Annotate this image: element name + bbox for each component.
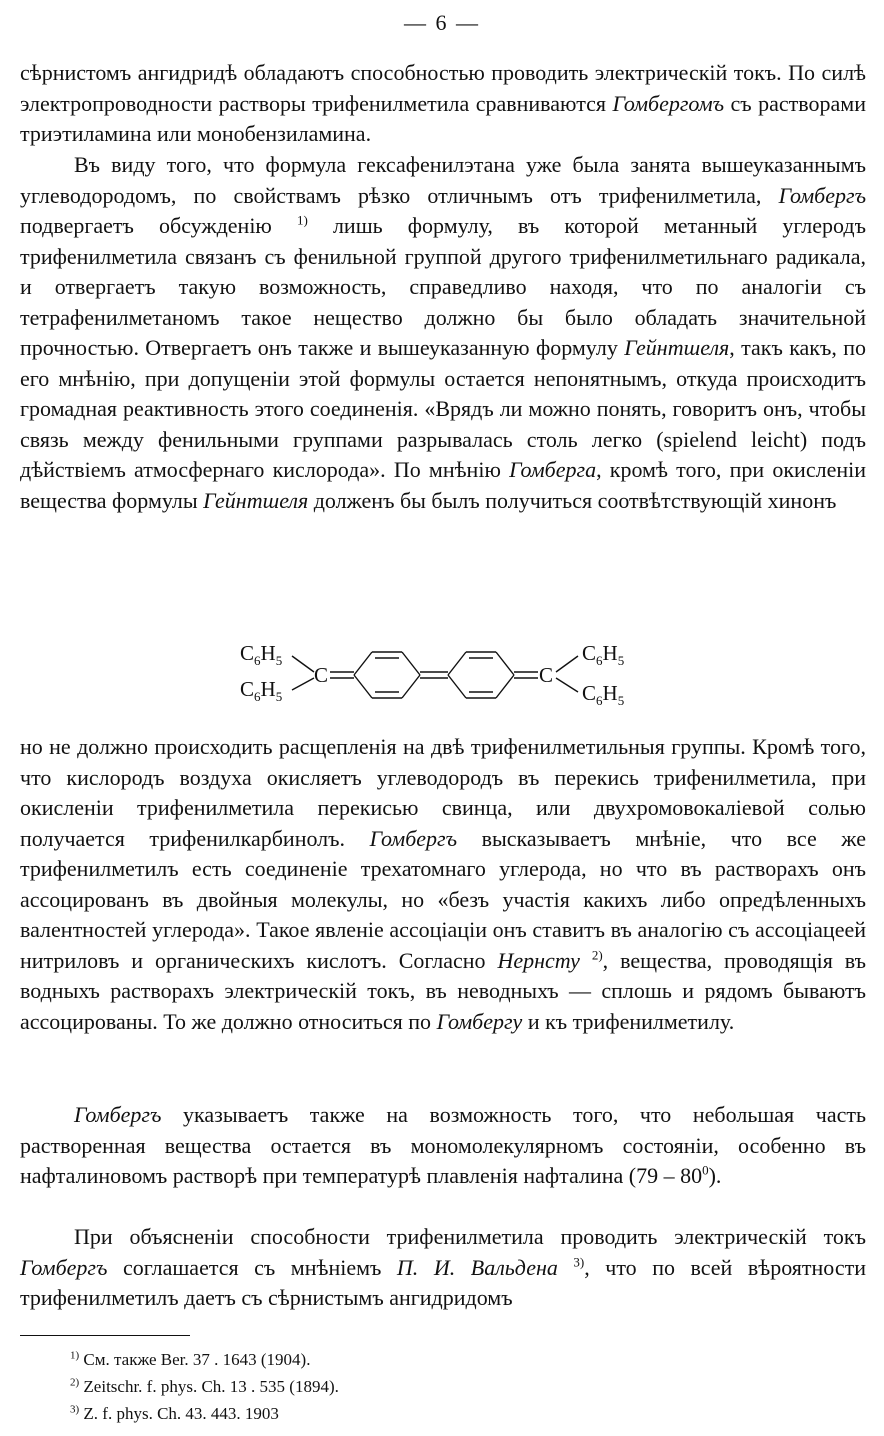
formula-substituent-right-bottom: $C_6H_5$ bbox=[582, 681, 625, 708]
text-run: высказываетъ мнѣніе, что все же трифенилметилъ есть соединеніе трехатомнаго углерода, но что въ растворахъ онъ ассоцированъ въ двойныя молекулы, но «безъ участія какихъ либо опредѣленныхъ валентностей углерода». Такое явленіе ассоціаціи онъ ставитъ въ аналогію съ ассоціацеей нитриловъ и органическихъ кислотъ. Согласно bbox=[20, 825, 866, 973]
footnote-separator bbox=[20, 1335, 190, 1336]
footnote-1 bbox=[70, 1346, 770, 1373]
text-run: и къ трифенилметилу. bbox=[522, 1008, 735, 1034]
formula-drawing bbox=[230, 632, 650, 712]
italic-name: Гомберга bbox=[509, 457, 597, 482]
text-run: , что по всей вѣроятности трифенилметилъ даетъ съ сѣрнистымъ ангидридомъ bbox=[20, 1254, 866, 1310]
text-run: соглашается съ мнѣніемъ bbox=[107, 1254, 397, 1280]
italic-name: Гомбергъ bbox=[74, 1102, 162, 1127]
page-number: — 6 — bbox=[404, 10, 480, 35]
italic-name: Гомбергомъ bbox=[612, 90, 725, 116]
footnote-2 bbox=[70, 1373, 770, 1400]
paragraph-5 bbox=[20, 1222, 866, 1314]
text-run: съ растворами триэтиламина или монобензиламина. bbox=[20, 90, 866, 146]
footnote-reference: 0 bbox=[702, 1162, 709, 1178]
footnote-mark: 1) bbox=[70, 1349, 80, 1362]
text-run bbox=[580, 948, 592, 973]
footnote-text: Zeitschr. f. phys. Ch. 13 . 535 (1894). bbox=[83, 1377, 339, 1396]
italic-name: П. И. Вальдена bbox=[396, 1254, 558, 1280]
footnote-text: См. также Ber. 37 . 1643 (1904). bbox=[83, 1350, 311, 1369]
text-run: , такъ какъ, по его мнѣнію, при допущеніи этой формулы остается непонятнымъ, откуда происходитъ громадная реактивность этого соединенія. «Врядъ ли можно понять, говоритъ онъ, чтобы связь между фенильными группами разрывалась столь легко (spielend leicht) подъ дѣйствіемъ атмосфернаго кислорода». По мнѣнію bbox=[20, 335, 867, 482]
footnote-mark: 2) bbox=[70, 1376, 80, 1389]
text-run: долженъ бы былъ получиться соотвѣтствующій хинонъ bbox=[308, 487, 837, 513]
paragraph-3 bbox=[20, 732, 866, 1037]
footnote-3 bbox=[70, 1400, 770, 1427]
text-run: сѣрнистомъ ангидридѣ обладаютъ способностью проводить электрическій токъ. По силѣ электропроводности растворы трифенилметила сравниваются bbox=[20, 60, 866, 116]
footnote-reference: 3) bbox=[573, 1254, 585, 1270]
text-run bbox=[558, 1255, 574, 1280]
italic-name: Нернсту bbox=[497, 947, 580, 973]
italic-name: Гейнтшеля bbox=[624, 335, 730, 360]
formula-carbon-left: C bbox=[314, 663, 329, 687]
footnotes bbox=[70, 1346, 770, 1427]
footnote-mark: 3) bbox=[70, 1403, 80, 1416]
text-run: Въ виду того, что формула гексафенилэтана уже была занята вышеуказаннымъ углеводородомъ, по свойствамъ рѣзко отличнымъ отъ трифенилметила, bbox=[20, 152, 866, 208]
italic-name: Гомбергъ bbox=[369, 825, 458, 851]
paragraph-2 bbox=[20, 150, 866, 516]
italic-name: Гомбергъ bbox=[778, 182, 866, 208]
formula-substituent-left-top: $C_6H_5$ bbox=[240, 641, 283, 668]
quinone-structural-formula bbox=[230, 632, 650, 712]
italic-name: Гомбергъ bbox=[20, 1254, 108, 1280]
italic-name: Гейнтшеля bbox=[203, 487, 309, 513]
text-run: ). bbox=[708, 1163, 722, 1188]
text-run: указываетъ также на возможность того, что небольшая часть растворенная вещества остается въ мономолекулярномъ состояніи, особенно въ нафталиновомъ растворѣ при температурѣ плавленія нафталина (79 – 80 bbox=[20, 1102, 866, 1188]
text-run: , кромѣ того, при окисленіи вещества формулы bbox=[20, 457, 866, 513]
text-run: но не должно происходить расщепленія на двѣ трифенилметильныя группы. Кромѣ того, что кислородъ воздуха окисляетъ углеводородъ въ перекись трифенилметила, при окисленіи трифенилметила перекисью свинца, или двухромовокаліевой солью получается трифенилкарбинолъ. bbox=[20, 734, 866, 851]
paragraph-1 bbox=[20, 58, 866, 150]
footnote-reference: 1) bbox=[296, 212, 308, 228]
formula-carbon-right: C bbox=[539, 663, 554, 687]
footnote-text: Z. f. phys. Ch. 43. 443. 1903 bbox=[83, 1404, 279, 1423]
benzoquinoid-ring-1 bbox=[354, 652, 420, 698]
footnote-reference: 2) bbox=[591, 947, 603, 963]
text-run: , вещества, проводящія въ водныхъ растворахъ электрическій токъ, въ неводныхъ — сплошь и рядомъ бываютъ ассоцированы. То же должно относиться по bbox=[20, 947, 866, 1034]
italic-name: Гомбергу bbox=[436, 1008, 523, 1034]
benzoquinoid-ring-2 bbox=[448, 652, 514, 698]
text-run: лишь формулу, въ которой метанный углеродъ трифенилметила связанъ съ фенильной группой другого трифенилметильнаго радикала, и отвергаетъ такую возможность, справедливо находя, что по аналогіи съ тетрафенилметаномъ такое нещество должно бы было обладать значительной прочностью. Отвергаетъ онъ также и вышеуказанную формулу bbox=[20, 213, 866, 360]
text-run: подвергаетъ обсужденію bbox=[20, 213, 297, 238]
text-run: При объясненіи способности трифенилметила проводить электрическій токъ bbox=[74, 1224, 866, 1249]
paragraph-4 bbox=[20, 1100, 866, 1192]
formula-substituent-left-bottom: $C_6H_5$ bbox=[240, 677, 283, 704]
formula-substituent-right-top: $C_6H_5$ bbox=[582, 641, 625, 668]
